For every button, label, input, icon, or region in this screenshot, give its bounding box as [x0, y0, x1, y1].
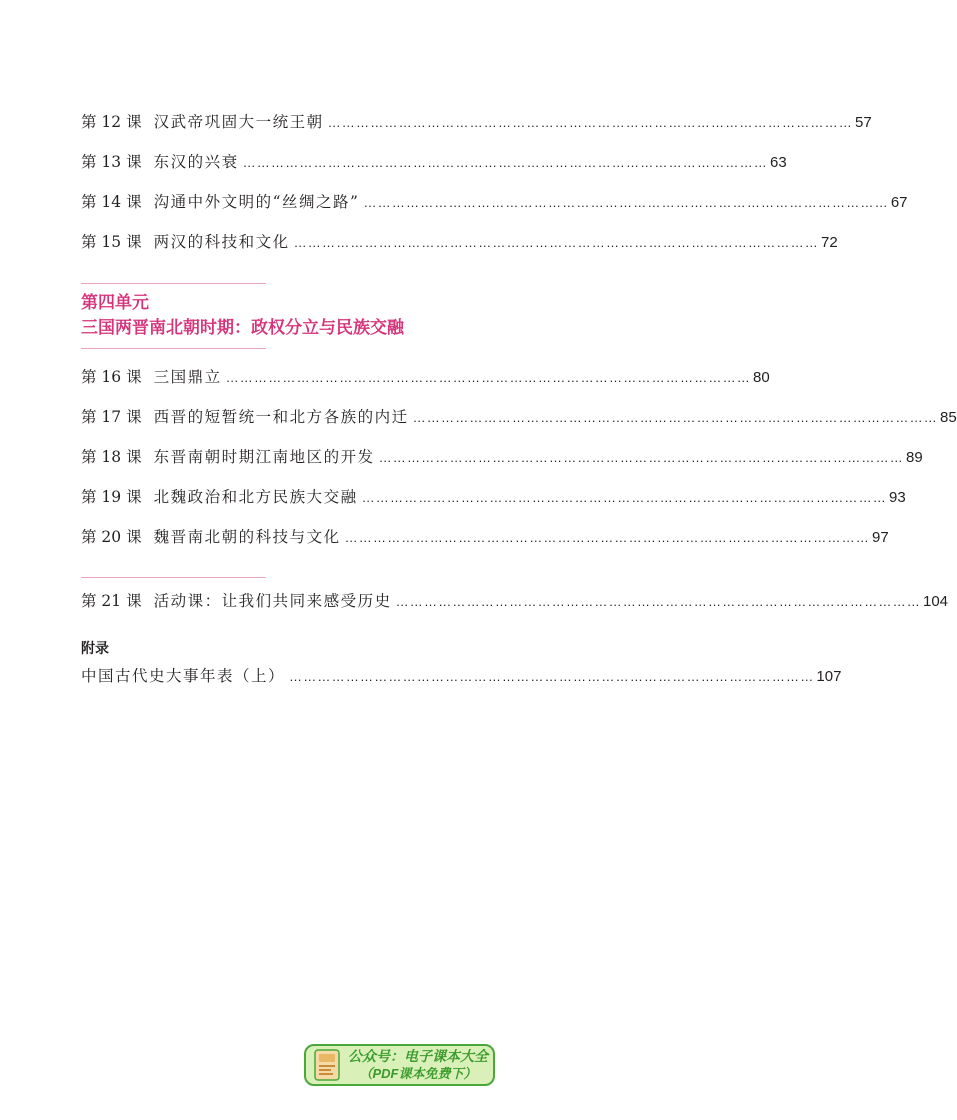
- appendix-heading: 附录: [81, 640, 109, 656]
- page-number: 67: [890, 194, 908, 211]
- lesson-number: 第 12 课: [81, 113, 142, 131]
- toc-entry-lesson-20[interactable]: [81, 525, 889, 549]
- page-number: 104: [923, 593, 949, 610]
- toc-entry-lesson-14[interactable]: [81, 190, 908, 214]
- lesson-title: 沟通中外文明的“丝绸之路”: [153, 193, 360, 211]
- lesson-title: 魏晋南北朝的科技与文化: [153, 528, 341, 546]
- leader-dots: …………………………………………………………………………………………………: [378, 450, 904, 465]
- appendix-title: 中国古代史大事年表（上）: [81, 667, 286, 685]
- lesson-number: 第 21 课: [81, 592, 142, 610]
- leader-dots: …………………………………………………………………………………………………: [361, 490, 887, 505]
- lesson-title: 三国鼎立: [153, 368, 222, 386]
- toc-entry-lesson-12[interactable]: [81, 110, 872, 134]
- lesson-number: 第 17 课: [81, 408, 142, 426]
- page-number: 57: [855, 114, 872, 131]
- leader-dots: …………………………………………………………………………………………………: [289, 669, 815, 684]
- activity-divider: [81, 577, 266, 578]
- toc-entry-lesson-13[interactable]: [81, 150, 787, 174]
- leader-dots: …………………………………………………………………………………………………: [363, 195, 889, 210]
- lesson-number: 第 19 课: [81, 488, 142, 506]
- leader-dots: …………………………………………………………………………………………………: [293, 235, 819, 250]
- page-number: 72: [821, 234, 838, 251]
- unit-divider-bottom: [81, 348, 266, 349]
- toc-entry-lesson-15[interactable]: [81, 230, 838, 254]
- lesson-title: 汉武帝巩固大一统王朝: [153, 113, 324, 131]
- page-number: 97: [872, 529, 889, 546]
- lesson-title: 东晋南朝时期江南地区的开发: [153, 448, 375, 466]
- toc-entry-appendix[interactable]: [81, 664, 842, 688]
- leader-dots: …………………………………………………………………………………………………: [225, 370, 751, 385]
- unit-label: 第四单元: [81, 293, 149, 313]
- lesson-title: 两汉的科技和文化: [153, 233, 290, 251]
- lesson-title: 北魏政治和北方民族大交融: [153, 488, 358, 506]
- lesson-number: 第 15 课: [81, 233, 142, 251]
- book-icon: [312, 1048, 342, 1082]
- unit-title: 三国两晋南北朝时期：政权分立与民族交融: [81, 318, 404, 338]
- lesson-number: 第 16 课: [81, 368, 142, 386]
- lesson-title: 西晋的短暂统一和北方各族的内迁: [153, 408, 409, 426]
- toc-entry-lesson-16[interactable]: [81, 365, 770, 389]
- lesson-number: 第 13 课: [81, 153, 142, 171]
- leader-dots: …………………………………………………………………………………………………: [327, 115, 853, 130]
- lesson-number: 第 18 课: [81, 448, 142, 466]
- watermark-text: [348, 1048, 488, 1082]
- toc-entry-lesson-17[interactable]: [81, 405, 957, 429]
- lesson-title: 东汉的兴衰: [153, 153, 239, 171]
- page-number: 80: [753, 369, 770, 386]
- page-number: 93: [889, 489, 906, 506]
- unit-divider-top: [81, 283, 266, 284]
- page-number: 63: [770, 154, 787, 171]
- leader-dots: …………………………………………………………………………………………………: [344, 530, 870, 545]
- leader-dots: …………………………………………………………………………………………………: [242, 155, 768, 170]
- watermark-line-1: 公众号：电子课本大全: [348, 1048, 488, 1064]
- toc-entry-lesson-18[interactable]: [81, 445, 923, 469]
- watermark-badge: [304, 1044, 495, 1086]
- lesson-number: 第 20 课: [81, 528, 142, 546]
- lesson-title: 活动课：让我们共同来感受历史: [153, 592, 392, 610]
- watermark-line-2: （PDF课本免费下）: [359, 1066, 477, 1081]
- toc-entry-lesson-21[interactable]: [81, 589, 949, 613]
- leader-dots: …………………………………………………………………………………………………: [412, 410, 938, 425]
- toc-entry-lesson-19[interactable]: [81, 485, 906, 509]
- lesson-number: 第 14 课: [81, 193, 142, 211]
- page-number: 85: [940, 409, 957, 426]
- leader-dots: …………………………………………………………………………………………………: [395, 594, 921, 609]
- page-number: 89: [906, 449, 923, 466]
- page-number: 107: [816, 668, 842, 685]
